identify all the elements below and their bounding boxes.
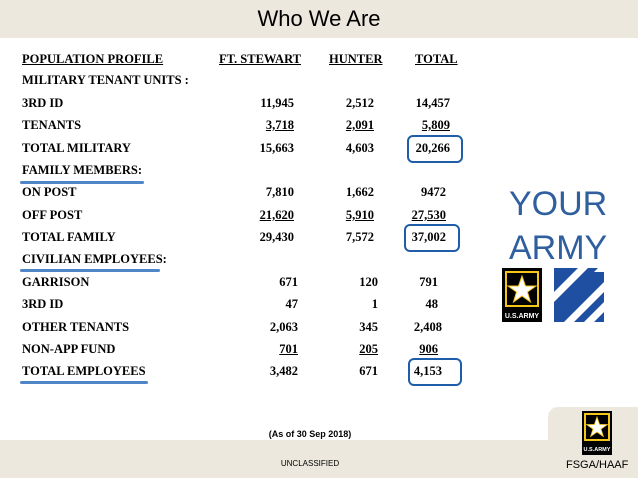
row-label: 3RD ID bbox=[22, 297, 64, 311]
cell-hunter: 7,572 bbox=[345, 230, 374, 244]
slide-title: Who We Are bbox=[257, 6, 381, 31]
row-label: OTHER TENANTS bbox=[22, 320, 130, 334]
cell-total: 5,809 bbox=[421, 118, 450, 132]
cell-stewart: 11,945 bbox=[260, 96, 294, 110]
cell-stewart: 3,482 bbox=[269, 364, 298, 378]
army-star-icon bbox=[502, 268, 542, 322]
cell-hunter: 1 bbox=[371, 297, 378, 311]
cell-total: 37,002 bbox=[411, 230, 446, 244]
cell-total: 791 bbox=[419, 275, 438, 289]
cell-stewart: 2,063 bbox=[269, 320, 298, 334]
classification-marking: UNCLASSIFIED bbox=[280, 459, 340, 468]
row-label: ON POST bbox=[22, 185, 77, 199]
cell-stewart: 7,810 bbox=[265, 185, 294, 199]
row-label: MILITARY TENANT UNITS : bbox=[22, 73, 189, 87]
cell-hunter: 2,091 bbox=[345, 118, 374, 132]
cell-total: 27,530 bbox=[411, 208, 446, 222]
cell-stewart: 47 bbox=[285, 297, 298, 311]
cell-total: 20,266 bbox=[415, 141, 450, 155]
cell-hunter: 5,910 bbox=[345, 208, 374, 222]
cell-stewart: 701 bbox=[279, 342, 298, 356]
your-text: YOUR bbox=[509, 185, 608, 223]
cell-stewart: 29,430 bbox=[259, 230, 294, 244]
cell-hunter: 4,603 bbox=[345, 141, 374, 155]
org-label: FSGA/HAAF bbox=[566, 459, 629, 471]
cell-hunter: 671 bbox=[359, 364, 378, 378]
cell-hunter: 345 bbox=[359, 320, 378, 334]
cell-hunter: 120 bbox=[359, 275, 378, 289]
row-label: OFF POST bbox=[22, 208, 83, 222]
cell-total: 14,457 bbox=[415, 96, 450, 110]
header-ft-stewart: FT. STEWART bbox=[219, 52, 301, 66]
header-hunter: HUNTER bbox=[329, 52, 383, 66]
row-label: TOTAL MILITARY bbox=[22, 141, 131, 155]
header-population-profile: POPULATION PROFILE bbox=[22, 52, 164, 66]
cell-stewart: 671 bbox=[279, 275, 298, 289]
total-employees-underline bbox=[20, 381, 148, 384]
logo-text: U.S.ARMY bbox=[504, 313, 540, 320]
cell-stewart: 3,718 bbox=[265, 118, 294, 132]
row-label: GARRISON bbox=[22, 275, 90, 289]
highlight-total-employees bbox=[408, 358, 462, 386]
cell-total: 48 bbox=[425, 297, 438, 311]
as-of-date: (As of 30 Sep 2018) bbox=[268, 429, 352, 439]
row-label: NON-APP FUND bbox=[22, 342, 116, 356]
army-text: ARMY bbox=[509, 229, 608, 267]
footer-logo-text: U.S.ARMY bbox=[583, 447, 611, 453]
cell-hunter: 1,662 bbox=[345, 185, 374, 199]
cell-hunter: 205 bbox=[359, 342, 378, 356]
family-members-underline bbox=[20, 181, 144, 184]
third-infantry-stripes-icon bbox=[554, 268, 604, 322]
civilian-employees-underline bbox=[20, 269, 160, 272]
row-label: TOTAL FAMILY bbox=[22, 230, 116, 244]
section-label-family: FAMILY MEMBERS: bbox=[22, 163, 143, 177]
row-label: 3RD ID bbox=[22, 96, 64, 110]
highlight-total-military bbox=[407, 135, 463, 163]
cell-stewart: 21,620 bbox=[259, 208, 294, 222]
highlight-total-family bbox=[404, 224, 460, 252]
header-total: TOTAL bbox=[415, 52, 458, 66]
row-label: TOTAL EMPLOYEES bbox=[22, 364, 146, 378]
cell-total: 4,153 bbox=[413, 364, 442, 378]
cell-hunter: 2,512 bbox=[345, 96, 374, 110]
cell-total: 906 bbox=[419, 342, 438, 356]
section-label-civilian: CIVILIAN EMPLOYEES: bbox=[22, 252, 167, 266]
cell-total: 2,408 bbox=[413, 320, 442, 334]
cell-total: 9472 bbox=[421, 185, 446, 199]
row-label: TENANTS bbox=[22, 118, 82, 132]
cell-stewart: 15,663 bbox=[259, 141, 294, 155]
